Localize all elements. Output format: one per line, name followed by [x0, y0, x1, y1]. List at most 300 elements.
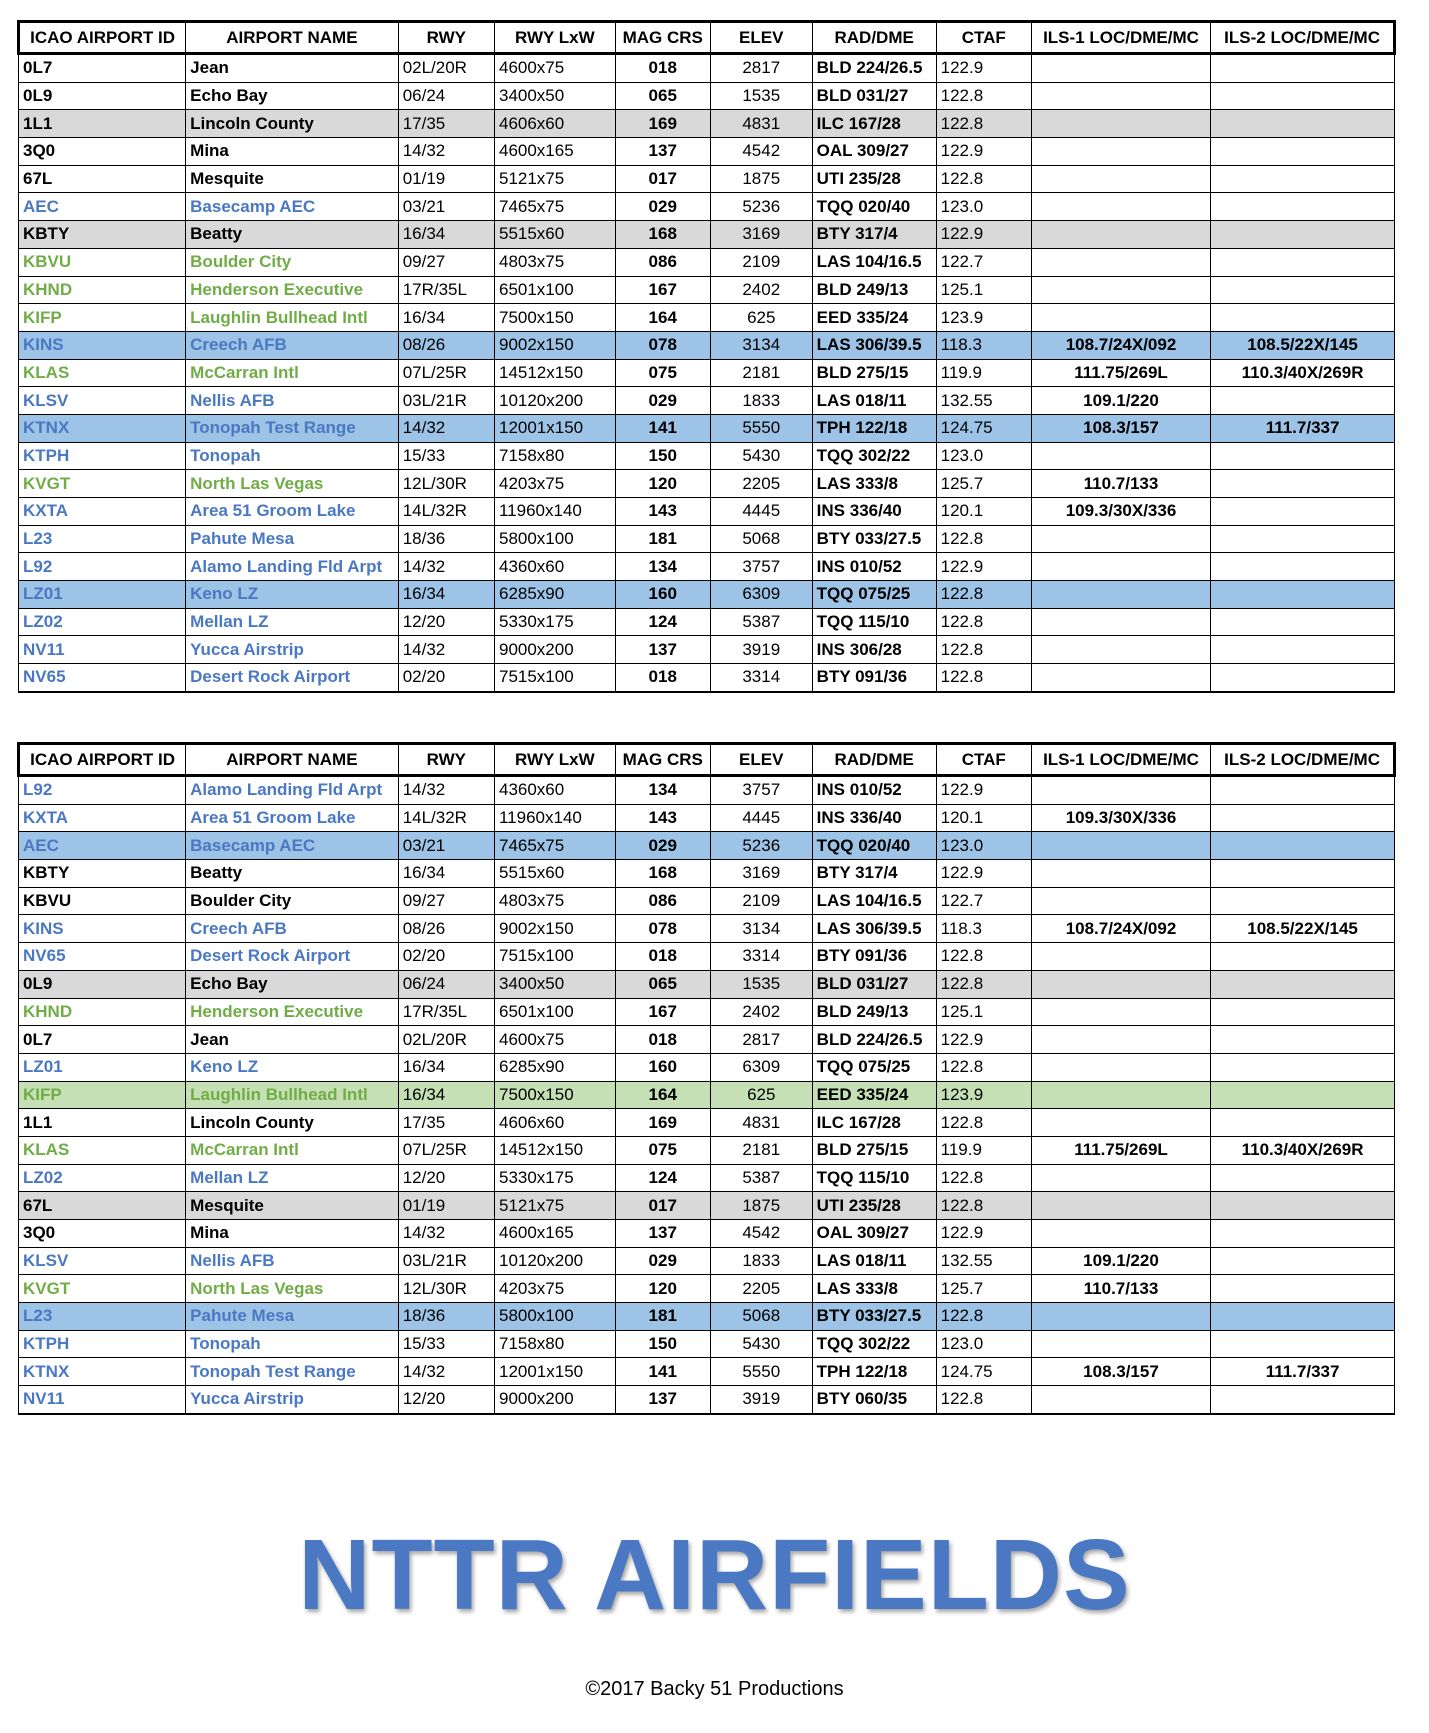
ils-2-cell: [1211, 998, 1395, 1026]
ils-2-cell: [1211, 553, 1395, 581]
mag-course-cell: 086: [615, 248, 710, 276]
ctaf-cell: 132.55: [936, 1247, 1031, 1275]
ctaf-cell: 118.3: [936, 331, 1031, 359]
icao-id-cell: LZ01: [19, 581, 186, 609]
mag-course-cell: 164: [615, 1081, 710, 1109]
elevation-cell: 625: [710, 1081, 812, 1109]
ils-2-cell: [1211, 1053, 1395, 1081]
radial-dme-cell: BLD 031/27: [812, 970, 936, 998]
runway-dimensions-cell: 3400x50: [494, 82, 615, 110]
ils-2-cell: [1211, 636, 1395, 664]
ctaf-cell: 132.55: [936, 387, 1031, 415]
ils-1-cell: [1031, 1164, 1210, 1192]
icao-id-cell: 0L7: [19, 1026, 186, 1054]
elevation-cell: 5550: [710, 1358, 812, 1386]
runway-dimensions-cell: 6501x100: [494, 998, 615, 1026]
table-row: [19, 1275, 1395, 1303]
runway-cell: 17/35: [398, 110, 494, 138]
runway-cell: 16/34: [398, 221, 494, 249]
runway-cell: 14/32: [398, 414, 494, 442]
elevation-cell: 4831: [710, 1109, 812, 1137]
runway-dimensions-cell: 4606x60: [494, 110, 615, 138]
airport-name-cell: Lincoln County: [186, 110, 399, 138]
ils-1-cell: 111.75/269L: [1031, 1136, 1210, 1164]
radial-dme-cell: LAS 018/11: [812, 1247, 936, 1275]
table-row: [19, 1109, 1395, 1137]
ils-1-cell: [1031, 636, 1210, 664]
runway-dimensions-cell: 4360x60: [494, 553, 615, 581]
ils-1-cell: [1031, 1386, 1210, 1414]
airport-name-cell: Alamo Landing Fld Arpt: [186, 553, 399, 581]
icao-id-cell: KVGT: [19, 470, 186, 498]
elevation-cell: 4542: [710, 1220, 812, 1248]
ils-1-cell: 108.3/157: [1031, 1358, 1210, 1386]
mag-course-cell: 029: [615, 832, 710, 860]
runway-dimensions-cell: 7158x80: [494, 442, 615, 470]
mag-course-cell: 075: [615, 359, 710, 387]
mag-course-cell: 143: [615, 804, 710, 832]
radial-dme-cell: BLD 275/15: [812, 359, 936, 387]
table-row: [19, 581, 1395, 609]
ctaf-cell: 122.8: [936, 943, 1031, 971]
ctaf-cell: 122.9: [936, 1026, 1031, 1054]
radial-dme-cell: BTY 033/27.5: [812, 1303, 936, 1331]
ils-2-cell: [1211, 664, 1395, 692]
ils-1-cell: 110.7/133: [1031, 1275, 1210, 1303]
airport-name-cell: North Las Vegas: [186, 1275, 399, 1303]
elevation-cell: 5550: [710, 414, 812, 442]
runway-cell: 02L/20R: [398, 1026, 494, 1054]
elevation-cell: 4445: [710, 804, 812, 832]
runway-cell: 16/34: [398, 1053, 494, 1081]
column-header: ICAO AIRPORT ID: [19, 22, 186, 54]
ils-2-cell: 108.5/22X/145: [1211, 331, 1395, 359]
table-row: [19, 1386, 1395, 1414]
table-row: [19, 221, 1395, 249]
elevation-cell: 4542: [710, 138, 812, 166]
ils-2-cell: [1211, 804, 1395, 832]
runway-dimensions-cell: 7465x75: [494, 832, 615, 860]
airport-name-cell: Keno LZ: [186, 1053, 399, 1081]
mag-course-cell: 169: [615, 1109, 710, 1137]
table-header-row: [19, 744, 1395, 776]
ctaf-cell: 125.7: [936, 1275, 1031, 1303]
runway-cell: 02L/20R: [398, 54, 494, 83]
radial-dme-cell: INS 336/40: [812, 498, 936, 526]
elevation-cell: 5430: [710, 1330, 812, 1358]
table-row: [19, 608, 1395, 636]
ils-2-cell: [1211, 442, 1395, 470]
runway-dimensions-cell: 5515x60: [494, 860, 615, 888]
elevation-cell: 2181: [710, 359, 812, 387]
radial-dme-cell: INS 336/40: [812, 804, 936, 832]
icao-id-cell: KINS: [19, 331, 186, 359]
runway-cell: 02/20: [398, 943, 494, 971]
icao-id-cell: KHND: [19, 276, 186, 304]
elevation-cell: 625: [710, 304, 812, 332]
runway-cell: 03L/21R: [398, 387, 494, 415]
ils-1-cell: 108.3/157: [1031, 414, 1210, 442]
airport-name-cell: Area 51 Groom Lake: [186, 498, 399, 526]
ctaf-cell: 122.9: [936, 860, 1031, 888]
table-row: [19, 276, 1395, 304]
airport-name-cell: Nellis AFB: [186, 387, 399, 415]
table-row: [19, 387, 1395, 415]
ctaf-cell: 122.8: [936, 581, 1031, 609]
runway-dimensions-cell: 5121x75: [494, 165, 615, 193]
icao-id-cell: LZ02: [19, 1164, 186, 1192]
airport-name-cell: Mina: [186, 1220, 399, 1248]
elevation-cell: 5236: [710, 832, 812, 860]
icao-id-cell: KBVU: [19, 248, 186, 276]
mag-course-cell: 086: [615, 887, 710, 915]
mag-course-cell: 141: [615, 1358, 710, 1386]
runway-cell: 17R/35L: [398, 276, 494, 304]
column-header: RAD/DME: [812, 22, 936, 54]
runway-cell: 03/21: [398, 832, 494, 860]
table-body: [19, 776, 1395, 1414]
ils-2-cell: [1211, 165, 1395, 193]
ctaf-cell: 122.8: [936, 1053, 1031, 1081]
runway-dimensions-cell: 14512x150: [494, 1136, 615, 1164]
radial-dme-cell: LAS 018/11: [812, 387, 936, 415]
ctaf-cell: 123.0: [936, 1330, 1031, 1358]
table-row: [19, 664, 1395, 692]
table-row: [19, 860, 1395, 888]
table-row: [19, 915, 1395, 943]
radial-dme-cell: TQQ 020/40: [812, 193, 936, 221]
ils-1-cell: [1031, 943, 1210, 971]
runway-dimensions-cell: 7515x100: [494, 943, 615, 971]
elevation-cell: 3134: [710, 915, 812, 943]
runway-dimensions-cell: 12001x150: [494, 1358, 615, 1386]
column-header: CTAF: [936, 22, 1031, 54]
icao-id-cell: L92: [19, 553, 186, 581]
airport-name-cell: Mellan LZ: [186, 1164, 399, 1192]
mag-course-cell: 075: [615, 1136, 710, 1164]
runway-dimensions-cell: 9002x150: [494, 915, 615, 943]
ils-2-cell: [1211, 943, 1395, 971]
mag-course-cell: 150: [615, 1330, 710, 1358]
icao-id-cell: KLAS: [19, 1136, 186, 1164]
elevation-cell: 1875: [710, 165, 812, 193]
ctaf-cell: 122.8: [936, 525, 1031, 553]
runway-cell: 06/24: [398, 82, 494, 110]
icao-id-cell: KTNX: [19, 1358, 186, 1386]
table-row: [19, 1330, 1395, 1358]
runway-cell: 02/20: [398, 664, 494, 692]
icao-id-cell: 67L: [19, 1192, 186, 1220]
table-row: [19, 1220, 1395, 1248]
icao-id-cell: 3Q0: [19, 1220, 186, 1248]
mag-course-cell: 029: [615, 387, 710, 415]
ils-1-cell: [1031, 110, 1210, 138]
radial-dme-cell: LAS 104/16.5: [812, 248, 936, 276]
runway-cell: 07L/25R: [398, 1136, 494, 1164]
ils-1-cell: [1031, 1192, 1210, 1220]
icao-id-cell: KTPH: [19, 442, 186, 470]
mag-course-cell: 017: [615, 1192, 710, 1220]
ctaf-cell: 122.8: [936, 1386, 1031, 1414]
ils-2-cell: [1211, 138, 1395, 166]
radial-dme-cell: LAS 306/39.5: [812, 331, 936, 359]
ils-2-cell: [1211, 304, 1395, 332]
runway-cell: 12/20: [398, 1386, 494, 1414]
elevation-cell: 5068: [710, 1303, 812, 1331]
runway-cell: 03/21: [398, 193, 494, 221]
elevation-cell: 1535: [710, 82, 812, 110]
icao-id-cell: KLSV: [19, 1247, 186, 1275]
runway-cell: 12/20: [398, 608, 494, 636]
icao-id-cell: KBVU: [19, 887, 186, 915]
airport-name-cell: Lincoln County: [186, 1109, 399, 1137]
table-row: [19, 304, 1395, 332]
mag-course-cell: 134: [615, 776, 710, 805]
table-header-row: [19, 22, 1395, 54]
runway-dimensions-cell: 5515x60: [494, 221, 615, 249]
airport-name-cell: Yucca Airstrip: [186, 636, 399, 664]
mag-course-cell: 078: [615, 331, 710, 359]
icao-id-cell: KIFP: [19, 1081, 186, 1109]
runway-dimensions-cell: 5330x175: [494, 1164, 615, 1192]
radial-dme-cell: BLD 249/13: [812, 276, 936, 304]
elevation-cell: 2817: [710, 1026, 812, 1054]
airport-name-cell: Tonopah Test Range: [186, 1358, 399, 1386]
ils-2-cell: [1211, 1330, 1395, 1358]
icao-id-cell: L23: [19, 1303, 186, 1331]
ils-2-cell: [1211, 1220, 1395, 1248]
ils-2-cell: [1211, 276, 1395, 304]
ils-1-cell: 111.75/269L: [1031, 359, 1210, 387]
runway-dimensions-cell: 11960x140: [494, 498, 615, 526]
mag-course-cell: 018: [615, 664, 710, 692]
ils-1-cell: 109.1/220: [1031, 387, 1210, 415]
icao-id-cell: NV65: [19, 664, 186, 692]
ils-1-cell: [1031, 276, 1210, 304]
radial-dme-cell: LAS 333/8: [812, 1275, 936, 1303]
airport-name-cell: Echo Bay: [186, 970, 399, 998]
ctaf-cell: 123.9: [936, 1081, 1031, 1109]
radial-dme-cell: LAS 306/39.5: [812, 915, 936, 943]
airport-name-cell: Mesquite: [186, 1192, 399, 1220]
table-row: [19, 82, 1395, 110]
runway-dimensions-cell: 5800x100: [494, 525, 615, 553]
runway-dimensions-cell: 14512x150: [494, 359, 615, 387]
runway-cell: 14/32: [398, 553, 494, 581]
ctaf-cell: 119.9: [936, 1136, 1031, 1164]
ils-2-cell: [1211, 776, 1395, 805]
airport-name-cell: Nellis AFB: [186, 1247, 399, 1275]
radial-dme-cell: BLD 031/27: [812, 82, 936, 110]
runway-dimensions-cell: 4600x75: [494, 1026, 615, 1054]
column-header: RAD/DME: [812, 744, 936, 776]
airport-name-cell: Jean: [186, 1026, 399, 1054]
ctaf-cell: 122.7: [936, 248, 1031, 276]
elevation-cell: 1875: [710, 1192, 812, 1220]
ctaf-cell: 119.9: [936, 359, 1031, 387]
table-row: [19, 193, 1395, 221]
mag-course-cell: 124: [615, 608, 710, 636]
mag-course-cell: 120: [615, 1275, 710, 1303]
elevation-cell: 3134: [710, 331, 812, 359]
table-row: [19, 1164, 1395, 1192]
airport-name-cell: Keno LZ: [186, 581, 399, 609]
airport-name-cell: Pahute Mesa: [186, 1303, 399, 1331]
ils-1-cell: [1031, 970, 1210, 998]
ctaf-cell: 122.8: [936, 165, 1031, 193]
ils-2-cell: [1211, 82, 1395, 110]
ils-2-cell: [1211, 1192, 1395, 1220]
runway-dimensions-cell: 6285x90: [494, 1053, 615, 1081]
radial-dme-cell: TQQ 075/25: [812, 581, 936, 609]
airport-name-cell: Mina: [186, 138, 399, 166]
mag-course-cell: 029: [615, 1247, 710, 1275]
ils-2-cell: [1211, 970, 1395, 998]
icao-id-cell: KINS: [19, 915, 186, 943]
ctaf-cell: 122.8: [936, 1192, 1031, 1220]
elevation-cell: 2109: [710, 248, 812, 276]
elevation-cell: 4445: [710, 498, 812, 526]
airport-name-cell: Boulder City: [186, 887, 399, 915]
table-row: [19, 359, 1395, 387]
ctaf-cell: 122.9: [936, 221, 1031, 249]
ils-2-cell: [1211, 498, 1395, 526]
table-row: [19, 248, 1395, 276]
runway-cell: 14/32: [398, 138, 494, 166]
radial-dme-cell: TQQ 115/10: [812, 1164, 936, 1192]
icao-id-cell: 3Q0: [19, 138, 186, 166]
ctaf-cell: 124.75: [936, 1358, 1031, 1386]
runway-dimensions-cell: 9000x200: [494, 636, 615, 664]
runway-cell: 15/33: [398, 1330, 494, 1358]
icao-id-cell: KHND: [19, 998, 186, 1026]
ctaf-cell: 122.8: [936, 1164, 1031, 1192]
mag-course-cell: 134: [615, 553, 710, 581]
icao-id-cell: KVGT: [19, 1275, 186, 1303]
runway-cell: 09/27: [398, 887, 494, 915]
icao-id-cell: AEC: [19, 193, 186, 221]
ils-2-cell: [1211, 387, 1395, 415]
table-row: [19, 1136, 1395, 1164]
ils-2-cell: [1211, 525, 1395, 553]
airport-name-cell: Tonopah: [186, 442, 399, 470]
airport-name-cell: McCarran Intl: [186, 359, 399, 387]
elevation-cell: 2402: [710, 276, 812, 304]
table-row: [19, 165, 1395, 193]
ils-2-cell: [1211, 1109, 1395, 1137]
airport-name-cell: Pahute Mesa: [186, 525, 399, 553]
table-row: [19, 442, 1395, 470]
runway-cell: 14L/32R: [398, 498, 494, 526]
mag-course-cell: 078: [615, 915, 710, 943]
radial-dme-cell: LAS 104/16.5: [812, 887, 936, 915]
mag-course-cell: 160: [615, 1053, 710, 1081]
elevation-cell: 1833: [710, 1247, 812, 1275]
table-row: [19, 804, 1395, 832]
ils-1-cell: 110.7/133: [1031, 470, 1210, 498]
mag-course-cell: 181: [615, 1303, 710, 1331]
radial-dme-cell: TQQ 075/25: [812, 1053, 936, 1081]
column-header: ELEV: [710, 22, 812, 54]
ctaf-cell: 123.0: [936, 442, 1031, 470]
runway-cell: 16/34: [398, 581, 494, 609]
airport-name-cell: Henderson Executive: [186, 276, 399, 304]
mag-course-cell: 065: [615, 970, 710, 998]
airport-name-cell: Mesquite: [186, 165, 399, 193]
runway-dimensions-cell: 9000x200: [494, 1386, 615, 1414]
column-header: ICAO AIRPORT ID: [19, 744, 186, 776]
runway-cell: 18/36: [398, 1303, 494, 1331]
table-row: [19, 110, 1395, 138]
elevation-cell: 3757: [710, 776, 812, 805]
mag-course-cell: 137: [615, 1220, 710, 1248]
ctaf-cell: 122.7: [936, 887, 1031, 915]
elevation-cell: 4831: [710, 110, 812, 138]
column-header: CTAF: [936, 744, 1031, 776]
runway-dimensions-cell: 10120x200: [494, 1247, 615, 1275]
ils-1-cell: [1031, 860, 1210, 888]
airport-name-cell: Boulder City: [186, 248, 399, 276]
ctaf-cell: 122.8: [936, 608, 1031, 636]
ils-1-cell: 108.7/24X/092: [1031, 331, 1210, 359]
column-header: RWY: [398, 744, 494, 776]
runway-dimensions-cell: 5121x75: [494, 1192, 615, 1220]
airport-name-cell: McCarran Intl: [186, 1136, 399, 1164]
elevation-cell: 5387: [710, 608, 812, 636]
mag-course-cell: 017: [615, 165, 710, 193]
elevation-cell: 2817: [710, 54, 812, 83]
ctaf-cell: 118.3: [936, 915, 1031, 943]
elevation-cell: 5430: [710, 442, 812, 470]
runway-dimensions-cell: 4600x165: [494, 1220, 615, 1248]
ctaf-cell: 125.7: [936, 470, 1031, 498]
airport-name-cell: Creech AFB: [186, 331, 399, 359]
runway-dimensions-cell: 4803x75: [494, 248, 615, 276]
ctaf-cell: 123.0: [936, 193, 1031, 221]
icao-id-cell: KLAS: [19, 359, 186, 387]
table-row: [19, 54, 1395, 83]
ils-1-cell: [1031, 1053, 1210, 1081]
icao-id-cell: KTNX: [19, 414, 186, 442]
ils-1-cell: [1031, 165, 1210, 193]
radial-dme-cell: LAS 333/8: [812, 470, 936, 498]
runway-cell: 16/34: [398, 1081, 494, 1109]
icao-id-cell: KBTY: [19, 860, 186, 888]
airport-name-cell: Yucca Airstrip: [186, 1386, 399, 1414]
table-row: [19, 776, 1395, 805]
ils-1-cell: [1031, 608, 1210, 636]
elevation-cell: 3169: [710, 221, 812, 249]
table-row: [19, 331, 1395, 359]
runway-cell: 12/20: [398, 1164, 494, 1192]
column-header: ILS-1 LOC/DME/MC: [1031, 744, 1210, 776]
ctaf-cell: 125.1: [936, 998, 1031, 1026]
elevation-cell: 3314: [710, 664, 812, 692]
icao-id-cell: NV11: [19, 636, 186, 664]
airport-name-cell: Henderson Executive: [186, 998, 399, 1026]
mag-course-cell: 167: [615, 276, 710, 304]
radial-dme-cell: TQQ 020/40: [812, 832, 936, 860]
runway-cell: 06/24: [398, 970, 494, 998]
ils-1-cell: [1031, 442, 1210, 470]
mag-course-cell: 169: [615, 110, 710, 138]
runway-dimensions-cell: 5800x100: [494, 1303, 615, 1331]
ctaf-cell: 122.8: [936, 1303, 1031, 1331]
runway-cell: 01/19: [398, 1192, 494, 1220]
mag-course-cell: 141: [615, 414, 710, 442]
table-row: [19, 1026, 1395, 1054]
ils-1-cell: [1031, 776, 1210, 805]
